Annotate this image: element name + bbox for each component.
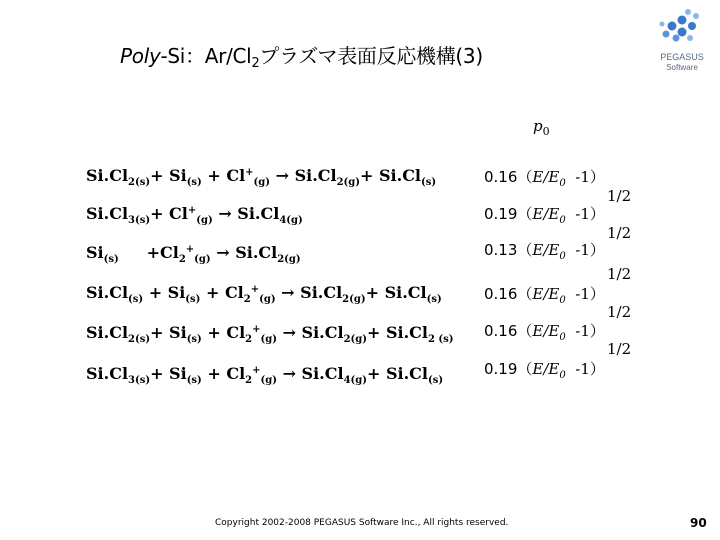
- rx-part: Si.Cl: [294, 166, 337, 185]
- minus-one: -1: [575, 241, 590, 259]
- rx-sub: 2(s): [128, 334, 151, 345]
- energy-sub: 0: [559, 332, 566, 343]
- exponent-4: 1/2: [607, 303, 632, 321]
- arrow-right-icon: →: [275, 166, 289, 185]
- rx-part: Si.Cl: [86, 166, 129, 185]
- rx-sub: (g): [260, 334, 277, 345]
- rx-part: + Si.Cl: [366, 364, 428, 383]
- minus-one: -1: [575, 322, 590, 340]
- rx-sub: (g): [260, 375, 277, 386]
- paren-close: ）: [589, 322, 605, 340]
- yield-coef: 0.13: [484, 241, 518, 259]
- rx-sup: +: [185, 244, 195, 255]
- rx-part: + Cl: [150, 204, 188, 223]
- rx-part: + Si: [150, 166, 187, 185]
- rx-part: Si.Cl: [237, 204, 280, 223]
- copyright-footer: Copyright 2002-2008 PEGASUS Software Inc., All rights reserved.: [215, 518, 509, 528]
- rx-part: + Cl: [207, 323, 246, 342]
- rx-sub: (s): [128, 294, 144, 305]
- rx-part: Si.Cl: [86, 204, 129, 223]
- yield-value-1: [484, 166, 605, 189]
- rx-sub: (s): [186, 375, 202, 386]
- rx-part: + Si: [150, 323, 187, 342]
- rx-part: + Si.Cl: [366, 323, 428, 342]
- paren-close: ）: [589, 205, 605, 223]
- rx-sub: 3(s): [128, 375, 151, 386]
- title-subscript: 2: [251, 56, 260, 71]
- arrow-right-icon: →: [218, 204, 232, 223]
- rx-sup: +: [187, 205, 197, 216]
- rx-sub: 4(g): [279, 215, 303, 226]
- reaction-2: [86, 204, 303, 226]
- title-main: -Si：Ar/Cl: [160, 44, 252, 68]
- arrow-right-icon: →: [281, 283, 295, 302]
- rx-part: Si.Cl: [235, 243, 278, 262]
- energy-sub: 0: [559, 215, 566, 226]
- energy-ratio: E/E: [532, 168, 560, 186]
- rx-sub: (g): [196, 215, 213, 226]
- rx-part: + Cl: [207, 364, 246, 383]
- rx-part: + Si: [148, 283, 186, 302]
- yield-coef: 0.16: [484, 168, 518, 186]
- pegasus-logo-icon: [652, 6, 712, 76]
- rx-sub: 2(g): [277, 254, 301, 265]
- rx-sub: 2(g): [336, 177, 361, 188]
- rx-sup: +: [245, 167, 254, 178]
- yield-value-4: [484, 283, 605, 306]
- paren-close: ）: [589, 168, 605, 186]
- rx-sub: 4(g): [343, 375, 367, 386]
- reaction-4: [86, 283, 442, 305]
- paren-close: ）: [589, 360, 605, 378]
- minus-one: -1: [575, 168, 590, 186]
- title-rest: プラズマ表面反応機構(3): [259, 44, 483, 68]
- rx-part: Si.Cl: [86, 364, 129, 383]
- rx-sub: 2(g): [342, 294, 366, 305]
- logo-line1: PEGASUS: [660, 52, 704, 62]
- page-title: [120, 40, 483, 71]
- minus-one: -1: [575, 205, 590, 223]
- exponent-1: 1/2: [607, 187, 632, 205]
- rx-sup: +: [252, 324, 261, 335]
- yield-value-5: [484, 320, 605, 343]
- rx-part: Si.Cl: [301, 323, 344, 342]
- paren-open: （: [517, 285, 533, 303]
- paren-close: ）: [589, 285, 605, 303]
- rx-part: Si.Cl: [301, 364, 344, 383]
- rx-sub: 3(s): [128, 215, 151, 226]
- rx-sub: (s): [186, 177, 202, 188]
- energy-sub: 0: [559, 251, 566, 262]
- rx-sub: 2 (s): [427, 334, 454, 345]
- yield-value-3: [484, 239, 605, 262]
- energy-sub: 0: [559, 295, 566, 306]
- exponent-5: 1/2: [607, 340, 632, 358]
- yield-coef: 0.16: [484, 322, 518, 340]
- energy-ratio: E/E: [532, 322, 560, 340]
- exponent-2: 1/2: [607, 224, 632, 242]
- rx-part: + Si: [150, 364, 187, 383]
- paren-close: ）: [589, 241, 605, 259]
- paren-open: （: [517, 168, 533, 186]
- paren-open: （: [517, 205, 533, 223]
- reaction-1: [86, 166, 437, 188]
- energy-ratio: E/E: [532, 205, 560, 223]
- rx-sub: (g): [253, 177, 271, 188]
- p0-label: [533, 117, 550, 138]
- rx-sub: (s): [426, 294, 442, 305]
- paren-open: （: [517, 322, 533, 340]
- logo-line2: Software: [666, 63, 698, 72]
- paren-open: （: [517, 360, 533, 378]
- p0-symbol: p: [533, 117, 543, 135]
- reaction-5: [86, 323, 454, 345]
- rx-part: + Cl: [207, 166, 246, 185]
- rx-part: + Si.Cl: [360, 166, 422, 185]
- page-number: 90: [690, 516, 707, 530]
- rx-sub: (g): [194, 254, 211, 265]
- rx-sub: (s): [186, 334, 202, 345]
- energy-sub: 0: [559, 370, 566, 381]
- rx-part: Si: [86, 243, 104, 262]
- paren-open: （: [517, 241, 533, 259]
- rx-sub: 2: [243, 294, 251, 305]
- rx-sup: +: [252, 365, 261, 376]
- rx-part: Si.Cl: [86, 323, 129, 342]
- yield-coef: 0.19: [484, 360, 518, 378]
- rx-part: + Cl: [205, 283, 244, 302]
- arrow-right-icon: →: [282, 364, 296, 383]
- rx-sub: (s): [103, 254, 119, 265]
- rx-part: +Cl: [146, 243, 179, 262]
- energy-ratio: E/E: [532, 241, 560, 259]
- arrow-right-icon: →: [216, 243, 230, 262]
- yield-coef: 0.19: [484, 205, 518, 223]
- rx-sub: 2(s): [128, 177, 151, 188]
- rx-sub: (s): [427, 375, 444, 386]
- rx-sub: (s): [185, 294, 201, 305]
- energy-sub: 0: [559, 178, 566, 189]
- rx-sub: 2(g): [343, 334, 367, 345]
- rx-sub: (g): [259, 294, 276, 305]
- minus-one: -1: [575, 285, 590, 303]
- rx-part: + Si.Cl: [365, 283, 427, 302]
- yield-value-2: [484, 203, 605, 226]
- p0-subscript: 0: [542, 125, 550, 138]
- rx-sub: 2: [178, 254, 186, 265]
- minus-one: -1: [575, 360, 590, 378]
- energy-ratio: E/E: [532, 360, 560, 378]
- arrow-right-icon: →: [282, 323, 296, 342]
- reaction-6: [86, 364, 444, 386]
- reaction-3: [86, 243, 301, 265]
- rx-sub: 2: [245, 334, 253, 345]
- title-italic: Poly: [120, 44, 161, 68]
- energy-ratio: E/E: [532, 285, 560, 303]
- rx-sub: (s): [421, 177, 437, 188]
- exponent-3: 1/2: [607, 265, 632, 283]
- rx-part: Si.Cl: [300, 283, 343, 302]
- rx-sub: 2: [245, 375, 253, 386]
- rx-sup: +: [250, 284, 260, 295]
- yield-coef: 0.16: [484, 285, 518, 303]
- yield-value-6: [484, 358, 605, 381]
- rx-part: Si.Cl: [86, 283, 129, 302]
